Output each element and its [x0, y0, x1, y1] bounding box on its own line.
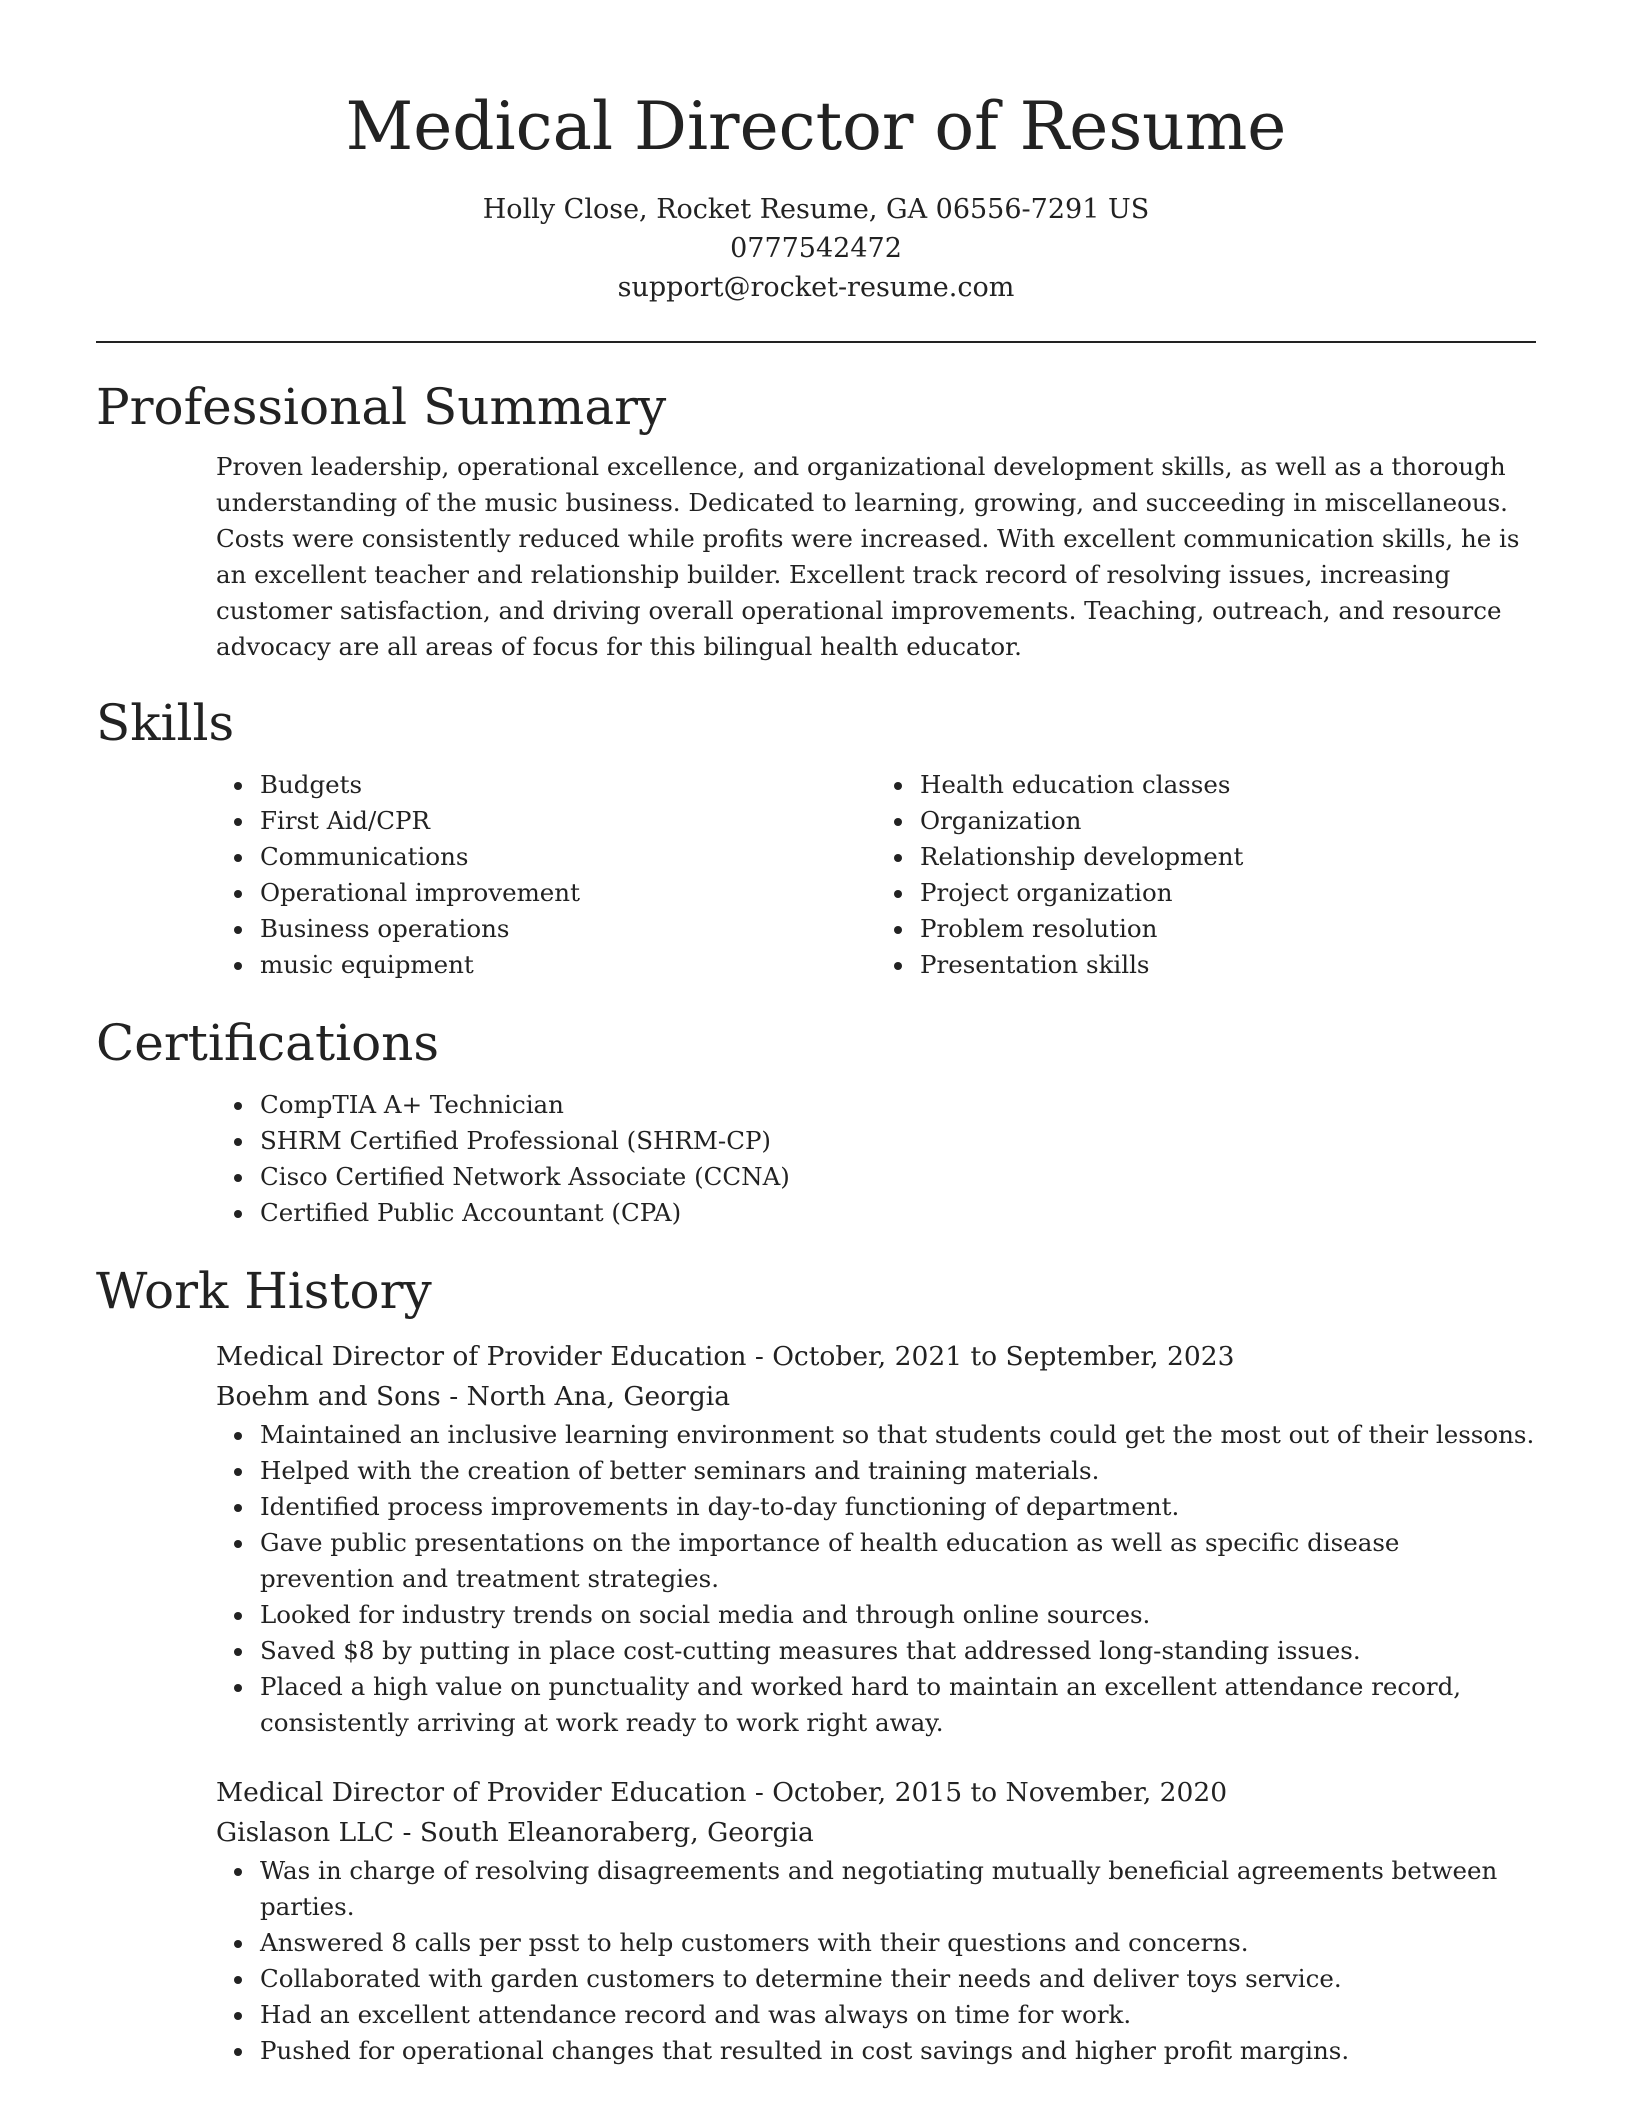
skill-item: First Aid/CPR	[260, 803, 876, 839]
header-divider	[96, 341, 1536, 343]
skill-item: Health education classes	[920, 767, 1536, 803]
resume-header	[96, 0, 1536, 307]
summary-text: Proven leadership, operational excellence, and organizational development skills, as well as a thorough understanding of the music business. Dedicated to learning, growing, and succeeding in miscellaneous. Costs were consistently reduced while profits were increased. With excellent communication skills, he is an excellent teacher and relationship builder. Excellent track record of resolving issues, increasing customer satisfaction, and driving overall operational improvements. Teaching, outreach, and resource advocacy are all areas of focus for this bilingual health educator.	[216, 452, 1520, 661]
contact-phone: 0777542472	[730, 233, 902, 264]
skills-heading: Skills	[96, 694, 235, 752]
certifications-heading: Certifications	[96, 1014, 440, 1072]
job-title-line	[216, 1773, 1536, 1813]
job-title: Medical Director of Provider Education	[216, 1341, 747, 1372]
work-history-heading: Work History	[96, 1262, 432, 1320]
job-company: Boehm and Sons	[216, 1381, 441, 1412]
job-location: - North Ana, Georgia	[440, 1381, 731, 1412]
job-bullet: Answered 8 calls per psst to help customers with their questions and concerns.	[260, 1925, 1536, 1961]
contact-email: support@rocket-resume.com	[617, 272, 1015, 303]
certifications-section	[96, 1011, 1536, 1231]
skill-item: Presentation skills	[920, 947, 1536, 983]
certification-item: SHRM Certified Professional (SHRM-CP)	[260, 1123, 1536, 1159]
skills-columns	[216, 767, 1536, 983]
skill-item: music equipment	[260, 947, 876, 983]
job-bullet: Pushed for operational changes that resulted in cost savings and higher profit margins.	[260, 2033, 1536, 2069]
job-bullets	[216, 1417, 1536, 1741]
summary-section	[96, 375, 1536, 665]
skill-item: Organization	[920, 803, 1536, 839]
job-bullet: Placed a high value on punctuality and worked hard to maintain an excellent attendance record, consistently arriving at work ready to work right away.	[260, 1669, 1536, 1741]
skill-item: Relationship development	[920, 839, 1536, 875]
job-title: Medical Director of Provider Education	[216, 1777, 747, 1808]
certification-item: Cisco Certified Network Associate (CCNA)	[260, 1159, 1536, 1195]
job-company-line	[216, 1813, 1536, 1853]
job-bullet: Maintained an inclusive learning environment so that students could get the most out of their lessons.	[260, 1417, 1536, 1453]
job-bullet: Was in charge of resolving disagreements and negotiating mutually beneficial agreements between parties.	[260, 1853, 1536, 1925]
certification-item: Certified Public Accountant (CPA)	[260, 1195, 1536, 1231]
job-bullet: Collaborated with garden customers to determine their needs and deliver toys service.	[260, 1961, 1536, 1997]
job-bullet: Had an excellent attendance record and was always on time for work.	[260, 1997, 1536, 2033]
job-entry	[216, 1773, 1536, 2069]
skill-item: Business operations	[260, 911, 876, 947]
contact-block	[96, 190, 1536, 307]
job-bullet: Looked for industry trends on social media and through online sources.	[260, 1597, 1536, 1633]
work-history-section	[96, 1259, 1536, 2069]
job-dates: - October, 2015 to November, 2020	[746, 1777, 1228, 1808]
contact-address: Holly Close, Rocket Resume, GA 06556-7291 US	[482, 194, 1150, 225]
job-bullet: Saved $8 by putting in place cost-cutting measures that addressed long-standing issues.	[260, 1633, 1536, 1669]
job-bullet: Gave public presentations on the importance of health education as well as specific disease prevention and treatment strategies.	[260, 1525, 1536, 1597]
job-title-line	[216, 1337, 1536, 1377]
summary-heading: Professional Summary	[96, 378, 667, 436]
skill-item: Budgets	[260, 767, 876, 803]
skill-item: Operational improvement	[260, 875, 876, 911]
skills-section	[96, 691, 1536, 983]
skill-item: Communications	[260, 839, 876, 875]
skill-item: Problem resolution	[920, 911, 1536, 947]
job-bullet: Helped with the creation of better seminars and training materials.	[260, 1453, 1536, 1489]
job-dates: - October, 2021 to September, 2023	[746, 1341, 1235, 1372]
job-bullet: Identified process improvements in day-to-day functioning of department.	[260, 1489, 1536, 1525]
certification-item: CompTIA A+ Technician	[260, 1087, 1536, 1123]
job-company-line	[216, 1377, 1536, 1417]
job-bullets	[216, 1853, 1536, 2069]
skill-item: Project organization	[920, 875, 1536, 911]
job-company: Gislason LLC	[216, 1817, 395, 1848]
resume-page	[96, 0, 1536, 2069]
job-location: - South Eleanoraberg, Georgia	[394, 1817, 814, 1848]
job-entry	[216, 1337, 1536, 1741]
resume-name: Medical Director of Resume	[345, 88, 1287, 165]
skills-left-list	[216, 767, 876, 983]
certifications-list	[260, 1087, 1536, 1231]
skills-right-list	[876, 767, 1536, 983]
